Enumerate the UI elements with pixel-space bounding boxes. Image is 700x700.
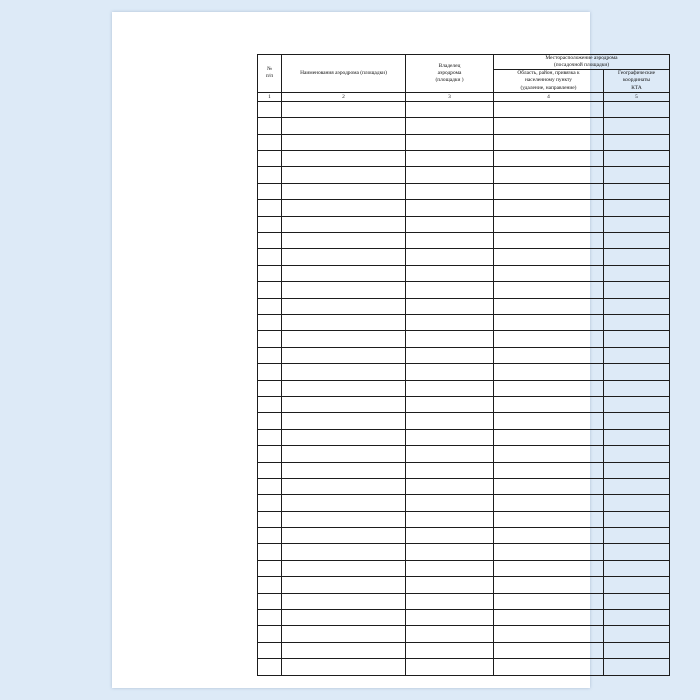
table-cell[interactable] bbox=[258, 265, 282, 281]
table-cell[interactable] bbox=[406, 446, 494, 462]
table-cell[interactable] bbox=[604, 528, 670, 544]
table-cell[interactable] bbox=[282, 429, 406, 445]
table-cell[interactable] bbox=[258, 200, 282, 216]
table-cell[interactable] bbox=[282, 347, 406, 363]
table-row[interactable] bbox=[258, 478, 670, 494]
column-number-4: 4 bbox=[494, 92, 604, 101]
table-cell[interactable] bbox=[282, 478, 406, 494]
table-row[interactable] bbox=[258, 134, 670, 150]
table-cell[interactable] bbox=[604, 593, 670, 609]
table-cell[interactable] bbox=[282, 396, 406, 412]
table-cell[interactable] bbox=[604, 495, 670, 511]
table-cell[interactable] bbox=[494, 593, 604, 609]
table-row[interactable] bbox=[258, 626, 670, 642]
table-cell[interactable] bbox=[258, 118, 282, 134]
table-cell[interactable] bbox=[282, 446, 406, 462]
table-cell[interactable] bbox=[258, 511, 282, 527]
table-cell[interactable] bbox=[406, 593, 494, 609]
column-number-5: 5 bbox=[604, 92, 670, 101]
table-row[interactable] bbox=[258, 396, 670, 412]
table-cell[interactable] bbox=[282, 167, 406, 183]
table-cell[interactable] bbox=[494, 249, 604, 265]
table-cell[interactable] bbox=[494, 495, 604, 511]
table-cell[interactable] bbox=[494, 282, 604, 298]
table-cell[interactable] bbox=[494, 528, 604, 544]
table-cell[interactable] bbox=[282, 560, 406, 576]
header-cell-coordinates bbox=[604, 70, 670, 93]
table-cell[interactable] bbox=[406, 429, 494, 445]
table-row[interactable] bbox=[258, 249, 670, 265]
table-cell[interactable] bbox=[282, 610, 406, 626]
table-cell[interactable] bbox=[282, 101, 406, 117]
table-cell[interactable] bbox=[604, 134, 670, 150]
table-header bbox=[258, 55, 670, 102]
table-row[interactable] bbox=[258, 101, 670, 117]
header-region-line2: населенному пункту bbox=[524, 77, 573, 84]
table-cell[interactable] bbox=[494, 429, 604, 445]
table-cell[interactable] bbox=[604, 200, 670, 216]
table-cell[interactable] bbox=[406, 315, 494, 331]
table-cell[interactable] bbox=[604, 249, 670, 265]
table-cell[interactable] bbox=[604, 577, 670, 593]
column-number-row bbox=[258, 92, 670, 101]
table-cell[interactable] bbox=[258, 151, 282, 167]
table-cell[interactable] bbox=[282, 593, 406, 609]
header-owner-line2: аэродрома bbox=[437, 69, 462, 76]
table-cell[interactable] bbox=[494, 364, 604, 380]
header-owner-line1: Владелец bbox=[438, 62, 461, 69]
table-row[interactable] bbox=[258, 495, 670, 511]
table-cell[interactable] bbox=[282, 233, 406, 249]
table-cell[interactable] bbox=[494, 265, 604, 281]
table-cell[interactable] bbox=[604, 347, 670, 363]
table-cell[interactable] bbox=[282, 659, 406, 675]
table-row[interactable] bbox=[258, 544, 670, 560]
header-cell-owner bbox=[406, 55, 494, 93]
header-location-line1: Месторасположение аэродрома bbox=[545, 55, 618, 61]
table-row[interactable] bbox=[258, 233, 670, 249]
table-row[interactable] bbox=[258, 347, 670, 363]
table-cell[interactable] bbox=[494, 462, 604, 478]
column-number-2: 2 bbox=[282, 92, 406, 101]
column-number-3: 3 bbox=[406, 92, 494, 101]
table-cell[interactable] bbox=[494, 511, 604, 527]
table-cell[interactable] bbox=[494, 413, 604, 429]
table-row[interactable] bbox=[258, 610, 670, 626]
table-cell[interactable] bbox=[258, 642, 282, 658]
table-row[interactable] bbox=[258, 659, 670, 675]
table-cell[interactable] bbox=[406, 200, 494, 216]
table-cell[interactable] bbox=[604, 478, 670, 494]
table-cell[interactable] bbox=[494, 331, 604, 347]
table-cell[interactable] bbox=[282, 216, 406, 232]
header-number-line2: п/п bbox=[265, 73, 274, 80]
table-cell[interactable] bbox=[282, 528, 406, 544]
document-page bbox=[112, 12, 655, 688]
table-cell[interactable] bbox=[604, 429, 670, 445]
table-cell[interactable] bbox=[282, 315, 406, 331]
table-cell[interactable] bbox=[258, 659, 282, 675]
header-cell-location-group bbox=[494, 55, 670, 70]
header-coords-line1: Географические bbox=[618, 70, 655, 77]
table-row[interactable] bbox=[258, 577, 670, 593]
table-cell[interactable] bbox=[494, 577, 604, 593]
table-cell[interactable] bbox=[406, 626, 494, 642]
table-cell[interactable] bbox=[406, 364, 494, 380]
table-cell[interactable] bbox=[282, 282, 406, 298]
table-cell[interactable] bbox=[282, 413, 406, 429]
table-cell[interactable] bbox=[494, 478, 604, 494]
table-cell[interactable] bbox=[494, 134, 604, 150]
table-cell[interactable] bbox=[258, 396, 282, 412]
table-cell[interactable] bbox=[494, 560, 604, 576]
table-row[interactable] bbox=[258, 364, 670, 380]
table-cell[interactable] bbox=[282, 626, 406, 642]
table-row[interactable] bbox=[258, 118, 670, 134]
registry-table-container bbox=[257, 54, 669, 676]
table-cell[interactable] bbox=[604, 233, 670, 249]
table-cell[interactable] bbox=[258, 544, 282, 560]
table-cell[interactable] bbox=[258, 134, 282, 150]
table-cell[interactable] bbox=[604, 101, 670, 117]
table-cell[interactable] bbox=[282, 134, 406, 150]
table-cell[interactable] bbox=[604, 560, 670, 576]
table-row[interactable] bbox=[258, 216, 670, 232]
table-cell[interactable] bbox=[494, 380, 604, 396]
table-cell[interactable] bbox=[258, 101, 282, 117]
table-cell[interactable] bbox=[406, 101, 494, 117]
table-cell[interactable] bbox=[282, 544, 406, 560]
table-cell[interactable] bbox=[604, 265, 670, 281]
table-cell[interactable] bbox=[406, 282, 494, 298]
table-cell[interactable] bbox=[258, 495, 282, 511]
table-cell[interactable] bbox=[406, 495, 494, 511]
table-cell[interactable] bbox=[406, 511, 494, 527]
table-cell[interactable] bbox=[406, 544, 494, 560]
table-cell[interactable] bbox=[406, 462, 494, 478]
table-cell[interactable] bbox=[406, 298, 494, 314]
table-cell[interactable] bbox=[282, 495, 406, 511]
table-cell[interactable] bbox=[604, 151, 670, 167]
table-cell[interactable] bbox=[282, 380, 406, 396]
table-cell[interactable] bbox=[258, 593, 282, 609]
table-cell[interactable] bbox=[282, 462, 406, 478]
table-cell[interactable] bbox=[406, 151, 494, 167]
table-cell[interactable] bbox=[258, 446, 282, 462]
table-row[interactable] bbox=[258, 528, 670, 544]
table-cell[interactable] bbox=[604, 380, 670, 396]
table-cell[interactable] bbox=[406, 380, 494, 396]
table-row[interactable] bbox=[258, 429, 670, 445]
table-cell[interactable] bbox=[282, 249, 406, 265]
table-cell[interactable] bbox=[406, 528, 494, 544]
table-cell[interactable] bbox=[258, 298, 282, 314]
header-location-line2: (посадочной площадки) bbox=[553, 62, 610, 69]
header-coords-line3: КТА bbox=[631, 84, 642, 91]
table-row[interactable] bbox=[258, 282, 670, 298]
table-cell[interactable] bbox=[406, 249, 494, 265]
table-cell[interactable] bbox=[406, 560, 494, 576]
table-cell[interactable] bbox=[494, 544, 604, 560]
table-row[interactable] bbox=[258, 380, 670, 396]
table-cell[interactable] bbox=[282, 364, 406, 380]
table-cell[interactable] bbox=[604, 511, 670, 527]
table-cell[interactable] bbox=[604, 446, 670, 462]
header-cell-aerodrome-name: Наименования аэродрома (площадки) bbox=[282, 55, 406, 93]
table-cell[interactable] bbox=[282, 200, 406, 216]
table-cell[interactable] bbox=[258, 413, 282, 429]
table-cell[interactable] bbox=[604, 183, 670, 199]
table-cell[interactable] bbox=[494, 167, 604, 183]
table-row[interactable] bbox=[258, 462, 670, 478]
table-row[interactable] bbox=[258, 446, 670, 462]
table-row[interactable] bbox=[258, 413, 670, 429]
table-cell[interactable] bbox=[604, 610, 670, 626]
table-cell[interactable] bbox=[258, 347, 282, 363]
registry-table bbox=[257, 54, 670, 676]
table-cell[interactable] bbox=[494, 101, 604, 117]
table-cell[interactable] bbox=[406, 216, 494, 232]
table-cell[interactable] bbox=[494, 642, 604, 658]
table-cell[interactable] bbox=[258, 364, 282, 380]
table-cell[interactable] bbox=[494, 151, 604, 167]
table-cell[interactable] bbox=[604, 167, 670, 183]
table-row[interactable] bbox=[258, 593, 670, 609]
table-cell[interactable] bbox=[406, 134, 494, 150]
table-cell[interactable] bbox=[406, 331, 494, 347]
table-cell[interactable] bbox=[604, 413, 670, 429]
table-cell[interactable] bbox=[494, 233, 604, 249]
table-cell[interactable] bbox=[258, 233, 282, 249]
table-cell[interactable] bbox=[604, 118, 670, 134]
table-cell[interactable] bbox=[258, 528, 282, 544]
table-cell[interactable] bbox=[258, 216, 282, 232]
table-cell[interactable] bbox=[258, 560, 282, 576]
table-cell[interactable] bbox=[494, 347, 604, 363]
table-cell[interactable] bbox=[282, 151, 406, 167]
table-cell[interactable] bbox=[494, 315, 604, 331]
table-cell[interactable] bbox=[604, 282, 670, 298]
table-cell[interactable] bbox=[282, 511, 406, 527]
table-cell[interactable] bbox=[258, 610, 282, 626]
header-coords-line2: координаты bbox=[622, 77, 651, 84]
table-cell[interactable] bbox=[282, 298, 406, 314]
header-row-main bbox=[258, 55, 670, 70]
table-cell[interactable] bbox=[494, 446, 604, 462]
table-cell[interactable] bbox=[604, 298, 670, 314]
table-row[interactable] bbox=[258, 642, 670, 658]
table-cell[interactable] bbox=[604, 315, 670, 331]
table-cell[interactable] bbox=[406, 478, 494, 494]
table-cell[interactable] bbox=[406, 347, 494, 363]
table-cell[interactable] bbox=[604, 544, 670, 560]
header-region-line1: Область, район, привязка к bbox=[517, 70, 580, 77]
column-number-1: 1 bbox=[258, 92, 282, 101]
table-cell[interactable] bbox=[282, 331, 406, 347]
table-cell[interactable] bbox=[494, 610, 604, 626]
table-cell[interactable] bbox=[406, 642, 494, 658]
table-row[interactable] bbox=[258, 151, 670, 167]
header-number-line1: № bbox=[266, 66, 273, 73]
table-cell[interactable] bbox=[406, 183, 494, 199]
table-cell[interactable] bbox=[282, 118, 406, 134]
table-cell[interactable] bbox=[258, 183, 282, 199]
table-row[interactable] bbox=[258, 200, 670, 216]
table-row[interactable] bbox=[258, 315, 670, 331]
table-row[interactable] bbox=[258, 331, 670, 347]
table-cell[interactable] bbox=[258, 462, 282, 478]
table-cell[interactable] bbox=[494, 118, 604, 134]
table-cell[interactable] bbox=[258, 626, 282, 642]
table-cell[interactable] bbox=[406, 610, 494, 626]
table-cell[interactable] bbox=[604, 642, 670, 658]
table-cell[interactable] bbox=[258, 282, 282, 298]
table-cell[interactable] bbox=[406, 413, 494, 429]
table-row[interactable] bbox=[258, 298, 670, 314]
table-cell[interactable] bbox=[406, 577, 494, 593]
table-cell[interactable] bbox=[406, 118, 494, 134]
table-cell[interactable] bbox=[258, 331, 282, 347]
table-cell[interactable] bbox=[258, 478, 282, 494]
table-row[interactable] bbox=[258, 560, 670, 576]
header-cell-region bbox=[494, 70, 604, 93]
table-cell[interactable] bbox=[494, 396, 604, 412]
table-cell[interactable] bbox=[494, 659, 604, 675]
table-cell[interactable] bbox=[604, 462, 670, 478]
table-cell[interactable] bbox=[258, 315, 282, 331]
table-cell[interactable] bbox=[604, 396, 670, 412]
table-cell[interactable] bbox=[604, 331, 670, 347]
table-cell[interactable] bbox=[282, 183, 406, 199]
table-cell[interactable] bbox=[406, 396, 494, 412]
table-cell[interactable] bbox=[258, 577, 282, 593]
table-cell[interactable] bbox=[282, 265, 406, 281]
table-cell[interactable] bbox=[258, 429, 282, 445]
table-row[interactable] bbox=[258, 167, 670, 183]
table-cell[interactable] bbox=[258, 167, 282, 183]
table-cell[interactable] bbox=[494, 298, 604, 314]
table-cell[interactable] bbox=[406, 167, 494, 183]
table-cell[interactable] bbox=[604, 364, 670, 380]
table-row[interactable] bbox=[258, 183, 670, 199]
table-cell[interactable] bbox=[604, 626, 670, 642]
table-cell[interactable] bbox=[604, 659, 670, 675]
table-cell[interactable] bbox=[494, 183, 604, 199]
table-cell[interactable] bbox=[604, 216, 670, 232]
table-cell[interactable] bbox=[406, 265, 494, 281]
header-cell-number bbox=[258, 55, 282, 93]
table-row[interactable] bbox=[258, 511, 670, 527]
header-owner-line3: (площадки ) bbox=[435, 77, 464, 84]
table-body bbox=[258, 101, 670, 675]
table-cell[interactable] bbox=[406, 233, 494, 249]
table-row[interactable] bbox=[258, 265, 670, 281]
table-cell[interactable] bbox=[494, 216, 604, 232]
table-cell[interactable] bbox=[258, 249, 282, 265]
table-cell[interactable] bbox=[258, 380, 282, 396]
table-cell[interactable] bbox=[494, 626, 604, 642]
table-cell[interactable] bbox=[282, 642, 406, 658]
table-cell[interactable] bbox=[406, 659, 494, 675]
header-region-line3: (удаление, направление) bbox=[520, 84, 577, 91]
table-cell[interactable] bbox=[282, 577, 406, 593]
table-cell[interactable] bbox=[494, 200, 604, 216]
